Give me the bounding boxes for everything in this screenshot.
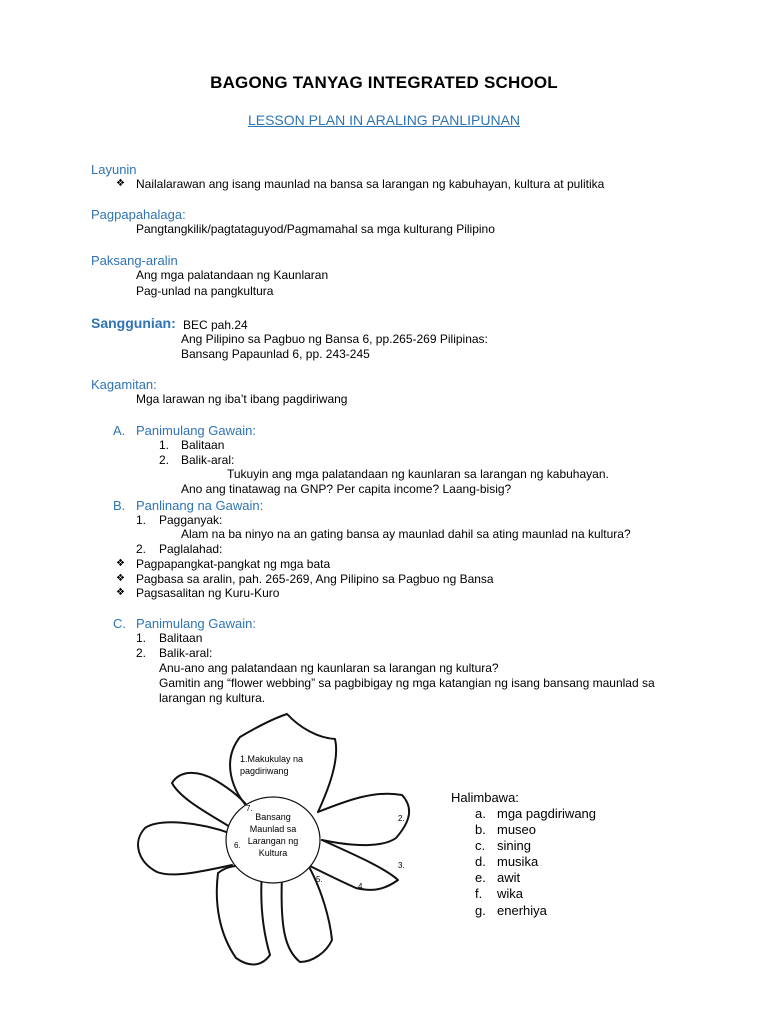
section-b-bullet: Pagpapangkat-pangkat ng mga bata — [136, 557, 331, 571]
list-letter: a. — [475, 806, 486, 821]
section-c-heading: Panimulang Gawain: — [136, 616, 256, 631]
section-a-heading: Panimulang Gawain: — [136, 423, 256, 438]
sanggunian-heading: Sanggunian: — [91, 315, 176, 331]
center-label: Maunlad sa — [249, 824, 297, 834]
list-item: musika — [497, 854, 539, 869]
center-label: Larangan ng — [247, 836, 299, 846]
section-a-subline: Tukuyin ang mga palatandaan ng kaunlaran sa larangan ng kabuhayan. — [227, 467, 609, 481]
section-b-subline: Alam na ba ninyo na an gating bansa ay maunlad dahil sa ating maunlad na kultura? — [181, 527, 631, 541]
sanggunian-line: Bansang Papaunlad 6, pp. 243-245 — [181, 347, 370, 361]
section-c-letter: C. — [113, 616, 126, 631]
paksang-aralin-line: Ang mga palatandaan ng Kaunlaran — [136, 268, 329, 282]
list-item: enerhiya — [497, 903, 547, 918]
section-b-item: Pagganyak: — [159, 513, 223, 527]
diamond-bullet-icon: ❖ — [116, 558, 125, 569]
petal-1-label: pagdiriwang — [240, 766, 289, 776]
petal-number-label: 2. — [398, 814, 405, 823]
item-number: 2. — [136, 542, 147, 556]
kagamitan-heading: Kagamitan: — [91, 377, 157, 392]
center-label: Kultura — [258, 848, 288, 858]
section-a-subline: Ano ang tinatawag na GNP? Per capita income? Laang-bisig? — [181, 482, 512, 496]
section-a-letter: A. — [113, 423, 126, 438]
section-c-subline: Gamitin ang “flower webbing” sa pagbibigay ng mga katangian ng isang bansang maunlad sa — [159, 676, 655, 690]
petal-number-label: 5. — [316, 875, 323, 884]
section-b-heading: Panlinang na Gawain: — [136, 498, 264, 513]
list-item: mga pagdiriwang — [497, 806, 597, 821]
petal-number-label: 4. — [358, 882, 365, 891]
item-number: 2. — [136, 646, 147, 660]
list-item: sining — [497, 838, 531, 853]
kagamitan-text: Mga larawan ng iba’t ibang pagdiriwang — [136, 392, 348, 406]
item-number: 1. — [136, 513, 147, 527]
diamond-bullet-icon: ❖ — [116, 178, 125, 189]
layunin-item: Nailalarawan ang isang maunlad na bansa sa larangan ng kabuhayan, kultura at pulitika — [136, 177, 605, 191]
center-label: Bansang — [255, 812, 291, 822]
item-number: 1. — [159, 438, 170, 452]
paksang-aralin-heading: Paksang-aralin — [91, 253, 178, 268]
section-b-letter: B. — [113, 498, 126, 513]
list-letter: e. — [475, 870, 486, 885]
list-letter: b. — [475, 822, 486, 837]
petal-number-label: 7. — [246, 804, 253, 813]
school-name: BAGONG TANYAG INTEGRATED SCHOOL — [210, 73, 558, 92]
halimbawa-heading: Halimbawa: — [451, 790, 519, 805]
section-b-bullet: Pagsasalitan ng Kuru-Kuro — [136, 586, 280, 600]
list-letter: c. — [475, 838, 486, 853]
list-item: wika — [497, 886, 524, 901]
section-b-bullet: Pagbasa sa aralin, pah. 265-269, Ang Pilipino sa Pagbuo ng Bansa — [136, 572, 494, 586]
item-number: 2. — [159, 453, 170, 467]
diamond-bullet-icon: ❖ — [116, 573, 125, 584]
lesson-plan-title: LESSON PLAN IN ARALING PANLIPUNAN — [247, 112, 521, 128]
paksang-aralin-line: Pag-unlad na pangkultura — [136, 284, 274, 298]
list-item: awit — [497, 870, 521, 885]
section-c-item: Balitaan — [159, 631, 203, 645]
petal-right-upper — [318, 794, 409, 845]
list-letter: f. — [475, 886, 483, 901]
list-letter: d. — [475, 854, 486, 869]
section-a-item: Balik-aral: — [181, 453, 235, 467]
section-b-item: Paglalahad: — [159, 542, 223, 556]
petal-1-label: 1.Makukulay na — [240, 754, 304, 764]
sanggunian-line: Ang Pilipino sa Pagbuo ng Bansa 6, pp.265-269 Pilipinas: — [181, 332, 488, 346]
petal-number-label: 6. — [234, 841, 241, 850]
item-number: 1. — [136, 631, 147, 645]
sanggunian-line: BEC pah.24 — [183, 318, 248, 332]
section-c-subline: Anu-ano ang palatandaan ng kaunlaran sa larangan ng kultura? — [159, 661, 499, 675]
diamond-bullet-icon: ❖ — [116, 587, 125, 598]
pagpapahalaga-text: Pangtangkilik/pagtataguyod/Pagmamahal sa mga kulturang Pilipino — [136, 222, 495, 236]
layunin-heading: Layunin — [91, 162, 137, 177]
section-a-item: Balitaan — [181, 438, 225, 452]
list-item: museo — [497, 822, 537, 837]
list-letter: g. — [475, 903, 486, 918]
section-c-item: Balik-aral: — [159, 646, 213, 660]
petal-left-lower — [138, 822, 232, 874]
pagpapahalaga-heading: Pagpapahalaga: — [91, 207, 186, 222]
petal-number-label: 3. — [398, 861, 405, 870]
section-c-subline: larangan ng kultura. — [159, 691, 266, 705]
